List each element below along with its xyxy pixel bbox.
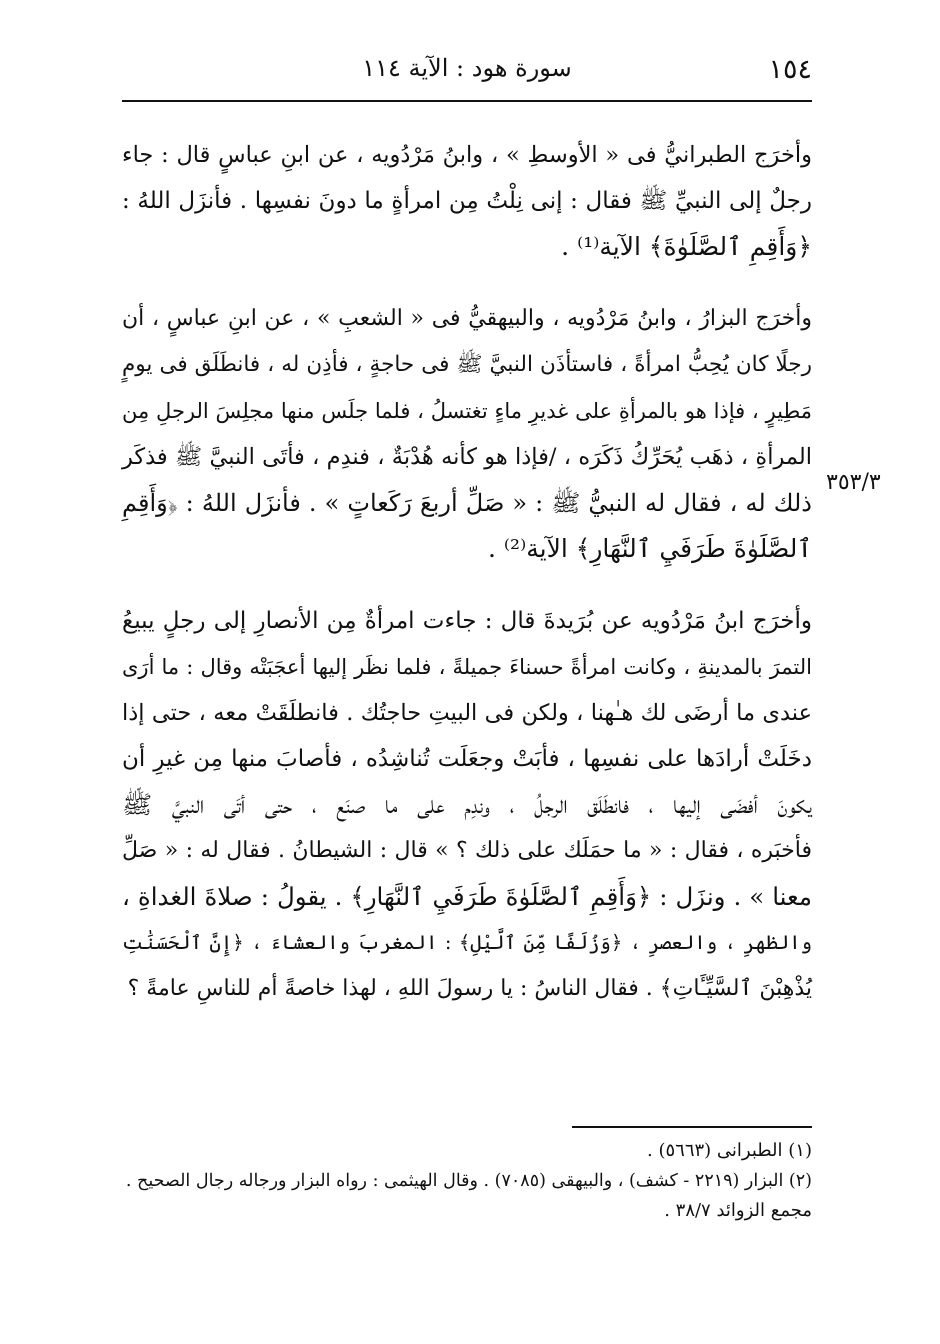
text-line: عندى ما أرضَى لك هـٰهنا ، ولكن فى البيتِ حاجتُك . فانطلَقَتْ معه ، حتى إذا (122, 700, 812, 726)
header-rule (122, 100, 812, 102)
text-line: رجلًا كان يُحِبُّ امرأةً ، فاستأذَن النبيَّ ﷺ فى حاجةٍ ، فأذِن له ، فانطَلَق فى يومٍ (122, 352, 812, 377)
text-line: ذلك له ، فقال له النبيُّ ﷺ : « صَلِّ أربعَ رَكَعاتٍ » . فأنزَل اللهُ : ﴿وَأَقِمِ (122, 489, 812, 517)
footnote-2: (٢) البزار (٢٢١٩ - كشف) ، والبيهقى (٧٠٨٥) . وقال الهيثمى : رواه البزار ورجاله رجال الصحيح . (125, 1171, 812, 1191)
text-line: رجلٌ إلى النبيِّ ﷺ فقال : إنى نِلْتُ مِن امرأةٍ ما دونَ نفسِها . فأنزَل اللهُ : (122, 188, 812, 214)
page-header (122, 48, 812, 92)
main-text (122, 132, 812, 1038)
paragraph-2 (122, 296, 812, 572)
footnote-rule (572, 1126, 812, 1128)
footnotes (122, 1136, 812, 1226)
text-line: وأخرَج البزارُ ، وابنُ مَرْدُويه ، والبيهقيُّ فى « الشعبِ » ، عن ابنِ عباسٍ ، أن (122, 306, 812, 331)
text-line: دخَلَتْ أرادَها على نفسِها ، فأبَتْ وجعَلَت تُناشِدُه ، فأصابَ منها مِن غيرِ أن (122, 746, 812, 772)
paragraph-3 (122, 598, 812, 1012)
text-line: المرأةِ ، ذهَب يُحَرِّكُ ذَكَرَه ، /فإذا هو كأنه هُدْبَةٌ ، فندِم ، فأتَى النبيَّ ﷺ فذكَر (122, 444, 812, 470)
text-line: فأخبَره ، فقال : « ما حمَلَك على ذلك ؟ » قال : الشيطانُ . فقال له : « صَلِّ (122, 838, 812, 863)
text-line: والظهرِ ، والعصرِ ، ﴿وَزُلَفًا مِّنَ ٱلَّيْلِ﴾ : المغربَ والعشاءَ ، ﴿إِنَّ ٱلْحَسَنَٰتِ (122, 931, 812, 954)
text-line: يُذْهِبْنَ ٱلسَّيِّـَٔاتِ﴾ . فقال الناسُ : يا رسولَ اللهِ ، لهذا خاصةً أم للناسِ عامةً ؟ (127, 976, 812, 1001)
text-line: مَطِيرٍ ، فإذا هو بالمرأةِ على غديرِ ماءٍ تغتسلُ ، فلما جلَس منها مجلِسَ الرجلِ مِن (122, 399, 812, 423)
margin-reference: ٣٥٣/٣ (826, 470, 881, 495)
text-line: وأخرَج الطبرانيُّ فى « الأوسطِ » ، وابنُ مَرْدُويه ، عن ابنِ عباسٍ قال : جاء (122, 142, 812, 168)
footnote-1: (١) الطبرانى (٥٦٦٣) . (647, 1140, 812, 1161)
text-line: التمرَ بالمدينةِ ، وكانت امرأةً حسناءَ جميلةً ، فلما نظَر إليها أعجَبَتْه وقال : ما أرَى (122, 655, 812, 679)
text-line: معنا » . ونزَل : ﴿وَأَقِمِ ٱلصَّلَوٰةَ طَرَفَيِ ٱلنَّهَارِ﴾ . يقولُ : صلاةَ الغداةِ ، (122, 882, 812, 911)
text-line: ﴿وَأَقِمِ ٱلصَّلَوٰةَ﴾ الآية⁽¹⁾ . (561, 232, 812, 261)
page-number: ١٥٤ (768, 54, 812, 85)
running-title: سورة هود : الآية ١١٤ (362, 54, 572, 82)
text-line: ٱلصَّلَوٰةَ طَرَفَيِ ٱلنَّهَارِ﴾ الآية⁽²⁾ . (487, 534, 812, 563)
text-line: وأخرَج ابنُ مَرْدُويه عن بُرَيدةَ قال : جاءت امرأةٌ مِن الأنصارِ إلى رجلٍ يبيعُ (122, 608, 812, 634)
footnote-2-continued: مجمع الزوائد ٣٨/٧ . (664, 1200, 812, 1221)
paragraph-1 (122, 132, 812, 270)
text-line: يكونَ أفضَى إليها ، فانطَلَق الرجلُ ، وندِم على ما صنَع ، حتى أتَى النبيَّ ﷺ (122, 790, 812, 819)
